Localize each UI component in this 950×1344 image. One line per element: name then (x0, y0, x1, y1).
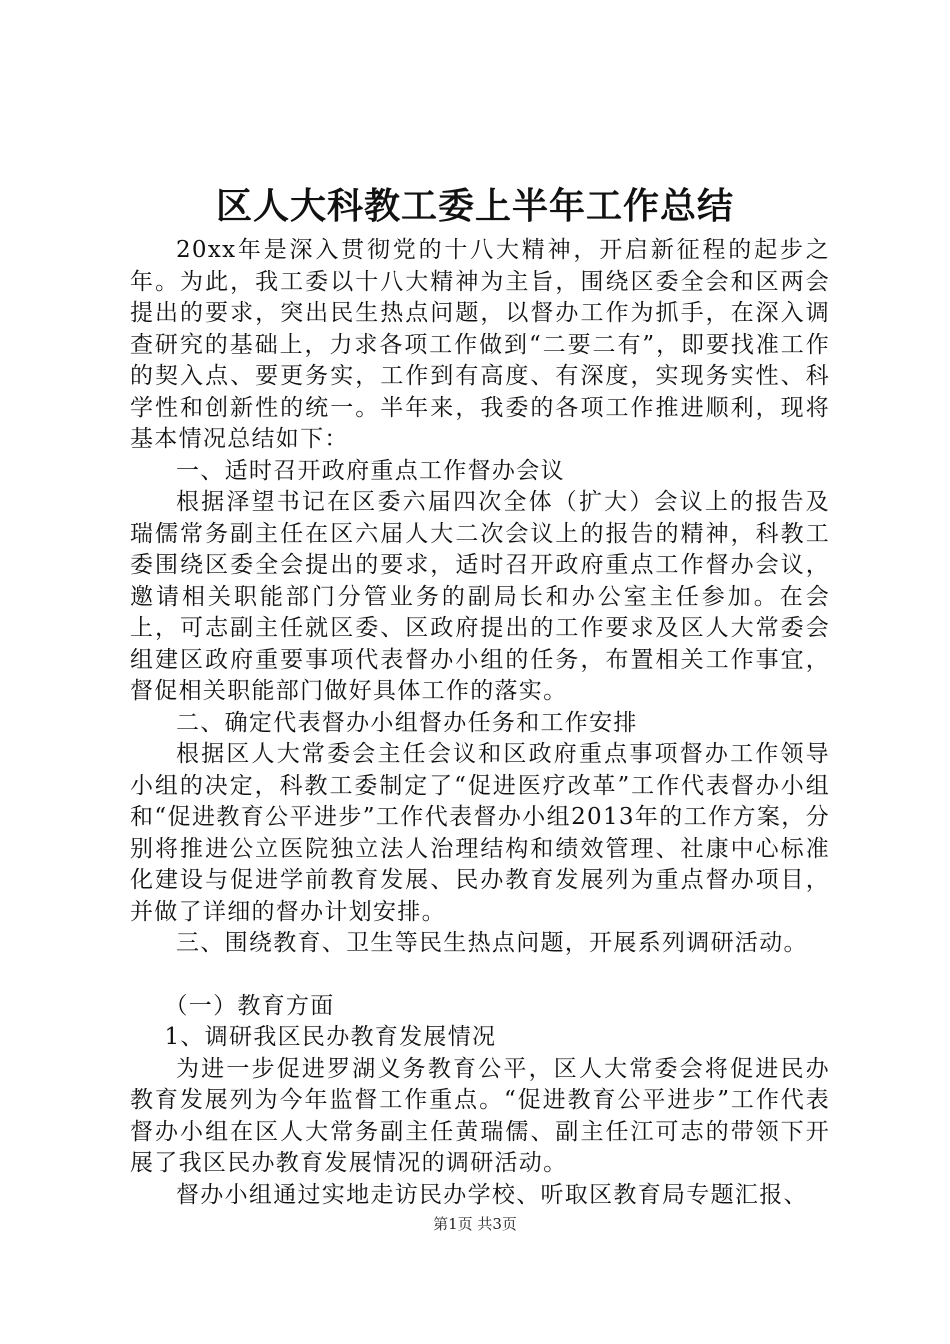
page-footer: 第1页 共3页 (433, 1215, 517, 1233)
section-heading-1: 一、适时召开政府重点工作督办会议 (176, 457, 565, 484)
section-heading-3: 三、围绕教育、卫生等民生热点问题，开展系列调研活动。 (176, 930, 808, 956)
paragraph-item-1: 为进一步促进罗湖义务教育公平，区人大常委会将促进民办教育发展列为今年监督工作重点。“促进教育公平进步”工作代表督办小组在区人大常务副主任黄瑞儒、副主任江可志的带领下开展了我区民办教育发展情况的调研活动。 (130, 1055, 830, 1176)
paragraph-intro: 20xx年是深入贯彻党的十八大精神，开启新征程的起步之年。为此，我工委以十八大精神为主旨，围绕区委全会和区两会提出的要求，突出民生热点问题，以督办工作为抓手，在深入调查研究的基础上，力求各项工作做到“二要二有”，即要找准工作的契入点、要更务实，工作到有高度、有深度，实现务实性、科学性和创新性的统一。半年来，我委的各项工作推进顺利，现将基本情况总结如下： (130, 237, 830, 452)
document-body (130, 235, 830, 1211)
section-heading-2: 二、确定代表督办小组督办任务和工作安排 (176, 709, 638, 736)
paragraph-item-1-continued: 督办小组通过实地走访民办学校、听取区教育局专题汇报、 (176, 1181, 808, 1208)
paragraph-section-2: 根据区人大常委会主任会议和区政府重点事项督办工作领导小组的决定，科教工委制定了“促进医疗改革”工作代表督办小组和“促进教育公平进步”工作代表督办小组2013年的工作方案，分别将推进公立医院独立法人治理结构和绩效管理、社康中心标准化建设与促进学前教育发展、民办教育发展列为重点督办项目，并做了详细的督办计划安排。 (130, 741, 830, 925)
paragraph-section-1: 根据泽望书记在区委六届四次全体（扩大）会议上的报告及瑞儒常务副主任在区六届人大二次会议上的报告的精神，科教工委围绕区委全会提出的要求，适时召开政府重点工作督办会议，邀请相关职能部门分管业务的副局长和办公室主任参加。在会上，可志副主任就区委、区政府提出的工作要求及区人大常委会组建区政府重要事项代表督办小组的任务，布置相关工作事宜，督促相关职能部门做好具体工作的落实。 (130, 489, 830, 704)
blank-line (130, 960, 830, 991)
subsection-heading-education: （一）教育方面 (164, 992, 335, 1019)
document-title: 区人大科教工委上半年工作总结 (215, 185, 734, 227)
item-heading-1: 1、调研我区民办教育发展情况 (164, 1024, 497, 1050)
